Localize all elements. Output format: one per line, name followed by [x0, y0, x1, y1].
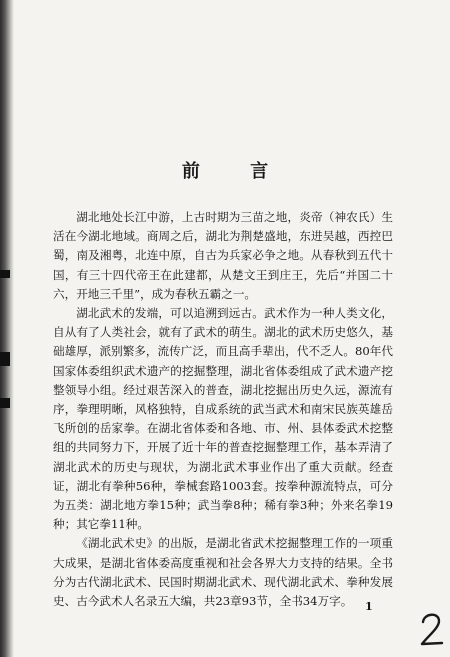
binding-mark: [0, 270, 10, 278]
binding-shadow: [0, 0, 14, 657]
page-title: 前 言: [181, 161, 291, 182]
binding-mark: [0, 398, 10, 408]
paragraph: 湖北武术的发端，可以追溯到远古。武术作为一种人类文化，自从有了人类社会，就有了武术的萌生。湖北的武术历史悠久，基础雄厚，派别繁多，流传广泛，而且高手辈出，代不乏人。80年代国家体委组织武术遗产的挖掘整理，湖北省体委组成了武术遗产挖整领导小组。经过艰苦深入的普查，湖北挖掘出历史久远，源流有序，拳理明晰，风格独特，自成系统的武当武术和南宋民族英雄岳飞所创的岳家拳。在湖北省体委和各地、市、州、县体委武术挖整组的共同努力下，开展了近十年的普查挖掘整理工作，基本弄清了湖北武术的历史与现状，为湖北武术事业作出了重大贡献。经查证，湖北有拳种56种，拳械套路1003套。按拳种源流特点，可分为五类：湖北地方拳15种；武当拳8种；稀有拳3种；外来名拳19种；其它拳11种。: [53, 306, 393, 532]
body-text: [53, 208, 393, 611]
binding-mark: [0, 352, 10, 366]
page-number: 1: [365, 600, 373, 613]
paragraph: 《湖北武术史》的出版，是湖北省武术挖掘整理工作的一项重大成果，是湖北省体委高度重视和社会各界大力支持的结果。全书分为古代湖北武术、民国时期湖北武术、现代湖北武术、拳种发展史、古今武术人名录五大编，共23章93节，全书34万字。: [53, 536, 393, 609]
paragraph: 湖北地处长江中游，上古时期为三苗之地，炎帝（神农氏）生活在今湖北地域。商周之后，湖北为荆楚盛地，东进吴越，西控巴蜀，南及湘粤，北连中原，自古为兵家必争之地。从春秋到五代十国，有三十四代帝王在此建都，从楚文王到庄王，先后“并国二十六，开地三千里”，成为春秋五霸之一。: [53, 210, 393, 301]
handwritten-mark: [418, 610, 446, 650]
